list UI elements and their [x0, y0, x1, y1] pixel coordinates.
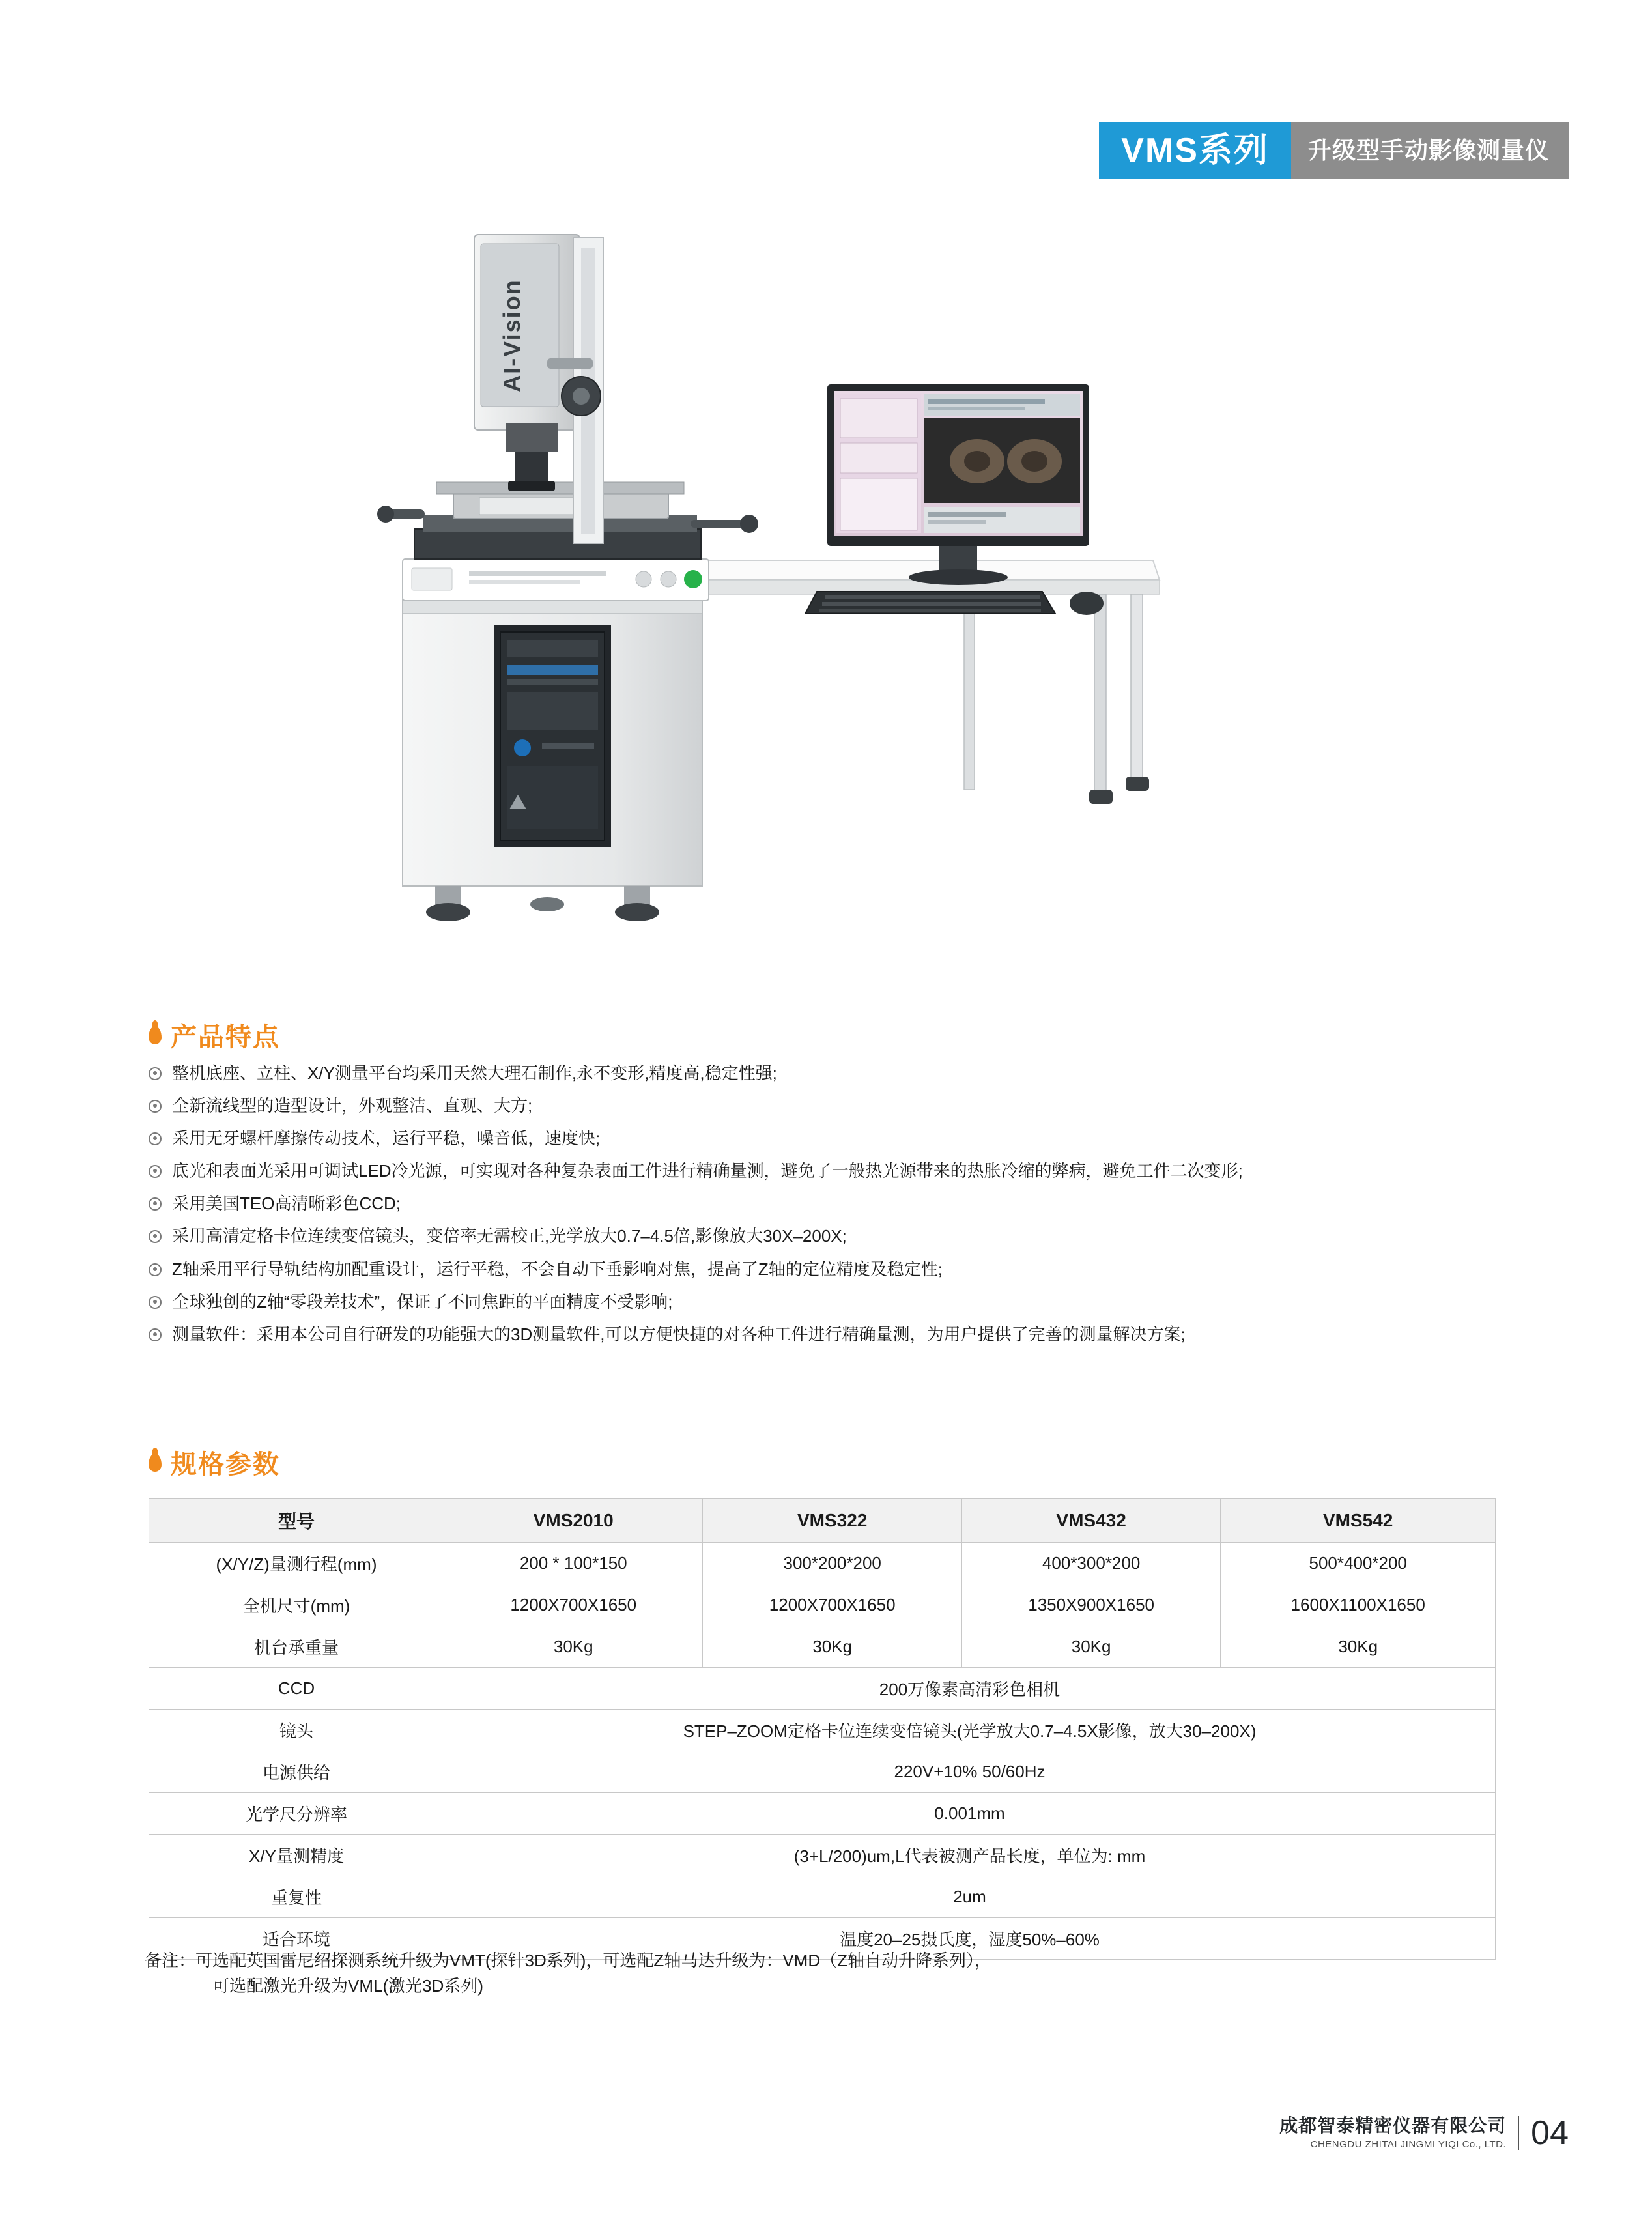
table-header-cell: VMS2010	[444, 1499, 703, 1543]
table-header-cell: VMS322	[703, 1499, 961, 1543]
row-label: 光学尺分辨率	[149, 1793, 444, 1835]
series-subtitle: 升级型手动影像测量仪	[1291, 122, 1569, 179]
company-name-en: CHENGDU ZHITAI JINGMI YIQI Co., LTD.	[1310, 2139, 1507, 2151]
company-name-cn: 成都智泰精密仪器有限公司	[1279, 2115, 1507, 2136]
row-label: 重复性	[149, 1876, 444, 1918]
table-row	[149, 1793, 1496, 1835]
table-cell: STEP–ZOOM定格卡位连续变倍镜头(光学放大0.7–4.5X影像，放大30–200X)	[444, 1710, 1496, 1751]
list-item	[149, 1258, 1562, 1281]
bullet-icon	[149, 1328, 162, 1341]
remarks-note	[145, 1948, 1513, 1999]
list-item	[149, 1323, 1562, 1346]
table-cell: 30Kg	[703, 1626, 961, 1668]
table-cell: 30Kg	[961, 1626, 1220, 1668]
svg-text:AI-Vision: AI-Vision	[498, 279, 525, 392]
note-line-1: 备注：可选配英国雷尼绍探测系统升级为VMT(探针3D系列)，可选配Z轴马达升级为：VMD（Z轴自动升降系列），	[145, 1951, 991, 1970]
bullet-icon	[149, 1230, 162, 1243]
page-number: 04	[1531, 2114, 1569, 2152]
feature-text: 采用无牙螺杆摩擦传动技术，运行平稳，噪音低，速度快;	[172, 1128, 601, 1149]
product-photo	[352, 208, 1238, 984]
footer-divider	[1518, 2116, 1519, 2150]
row-label: 机台承重量	[149, 1626, 444, 1668]
features-title-text: 产品特点	[171, 1023, 280, 1052]
feature-text: 采用高清定格卡位连续变倍镜头，变倍率无需校正,光学放大0.7–4.5倍,影像放大30X–200X;	[172, 1226, 847, 1246]
row-label: 全机尺寸(mm)	[149, 1584, 444, 1626]
table-header-cell: VMS542	[1221, 1499, 1496, 1543]
table-row	[149, 1835, 1496, 1876]
list-item	[149, 1127, 1562, 1150]
specs-title-text: 规格参数	[171, 1450, 280, 1479]
table-cell: 1200X700X1650	[444, 1584, 703, 1626]
company-name-block	[1279, 2115, 1506, 2150]
table-header-cell: VMS432	[961, 1499, 1220, 1543]
list-item	[149, 1192, 1562, 1215]
note-line-2: 可选配激光升级为VML(激光3D系列)	[212, 1976, 484, 1996]
table-cell: 220V+10% 50/60Hz	[444, 1751, 1496, 1793]
table-row	[149, 1668, 1496, 1710]
feature-text: 全球独创的Z轴“零段差技术”，保证了不同焦距的平面精度不受影响;	[172, 1291, 673, 1312]
bullet-icon	[149, 1263, 162, 1276]
table-cell: 200万像素高清彩色相机	[444, 1668, 1496, 1710]
bullet-icon	[149, 1296, 162, 1309]
list-item	[149, 1291, 1562, 1313]
table-row	[149, 1584, 1496, 1626]
table-cell: (3+L/200)um,L代表被测产品长度，单位为: mm	[444, 1835, 1496, 1876]
monitor	[827, 384, 1089, 585]
table-cell: 300*200*200	[703, 1543, 961, 1584]
control-panel	[403, 559, 709, 601]
list-item	[149, 1095, 1562, 1117]
table-cell: 1200X700X1650	[703, 1584, 961, 1626]
features-list	[149, 1062, 1562, 1356]
table-cell: 温度20–25摄氏度，湿度50%–60%	[444, 1918, 1496, 1960]
feature-text: 底光和表面光采用可调试LED冷光源，可实现对各种复杂表面工件进行精确量测，避免了一般热光源带来的热胀冷缩的弊病，避免工件二次变形;	[172, 1161, 1243, 1181]
table-row	[149, 1710, 1496, 1751]
droplet-icon	[149, 1454, 162, 1472]
row-label: (X/Y/Z)量测行程(mm)	[149, 1543, 444, 1584]
table-cell: 30Kg	[1221, 1626, 1496, 1668]
page-footer	[1279, 2114, 1569, 2153]
droplet-icon	[149, 1026, 162, 1044]
table-cell: 500*400*200	[1221, 1543, 1496, 1584]
measuring-stage	[377, 482, 758, 559]
bullet-icon	[149, 1132, 162, 1145]
series-title: VMS系列	[1099, 122, 1291, 179]
row-label: 镜头	[149, 1710, 444, 1751]
machine-cabinet	[403, 599, 702, 921]
table-row	[149, 1876, 1496, 1918]
table-header-row	[149, 1499, 1496, 1543]
keyboard-and-mouse	[805, 592, 1104, 615]
bullet-icon	[149, 1100, 162, 1113]
specifications-table	[149, 1498, 1496, 1960]
table-cell: 1600X1100X1650	[1221, 1584, 1496, 1626]
row-label: 适合环境	[149, 1918, 444, 1960]
table-cell: 0.001mm	[444, 1793, 1496, 1835]
table-cell: 2um	[444, 1876, 1496, 1918]
features-section-title	[149, 1016, 280, 1054]
table-header-cell: 型号	[149, 1499, 444, 1543]
bullet-icon	[149, 1067, 162, 1080]
list-item	[149, 1225, 1562, 1248]
row-label: X/Y量测精度	[149, 1835, 444, 1876]
page-header-banner	[1099, 122, 1569, 179]
feature-text: 采用美国TEO高清晰彩色CCD;	[172, 1194, 401, 1214]
table-row	[149, 1543, 1496, 1584]
row-label: 电源供给	[149, 1751, 444, 1793]
feature-text: 整机底座、立柱、X/Y测量平台均采用天然大理石制作,永不变形,精度高,稳定性强;	[172, 1063, 777, 1083]
table-row	[149, 1626, 1496, 1668]
bullet-icon	[149, 1165, 162, 1178]
table-cell: 200 * 100*150	[444, 1543, 703, 1584]
table-cell: 30Kg	[444, 1626, 703, 1668]
specs-section-title	[149, 1444, 280, 1481]
table-cell: 1350X900X1650	[961, 1584, 1220, 1626]
feature-text: 测量软件：采用本公司自行研发的功能强大的3D测量软件,可以方便快捷的对各种工件进行精确量测，为用户提供了完善的测量解决方案;	[172, 1324, 1186, 1344]
table-cell: 400*300*200	[961, 1543, 1220, 1584]
bullet-icon	[149, 1197, 162, 1211]
feature-text: 全新流线型的造型设计，外观整洁、直观、大方;	[172, 1096, 533, 1116]
table-row	[149, 1751, 1496, 1793]
row-label: CCD	[149, 1668, 444, 1710]
list-item	[149, 1160, 1562, 1182]
feature-text: Z轴采用平行导轨结构加配重设计，运行平稳，不会自动下垂影响对焦，提高了Z轴的定位精度及稳定性;	[172, 1259, 943, 1279]
list-item	[149, 1062, 1562, 1085]
